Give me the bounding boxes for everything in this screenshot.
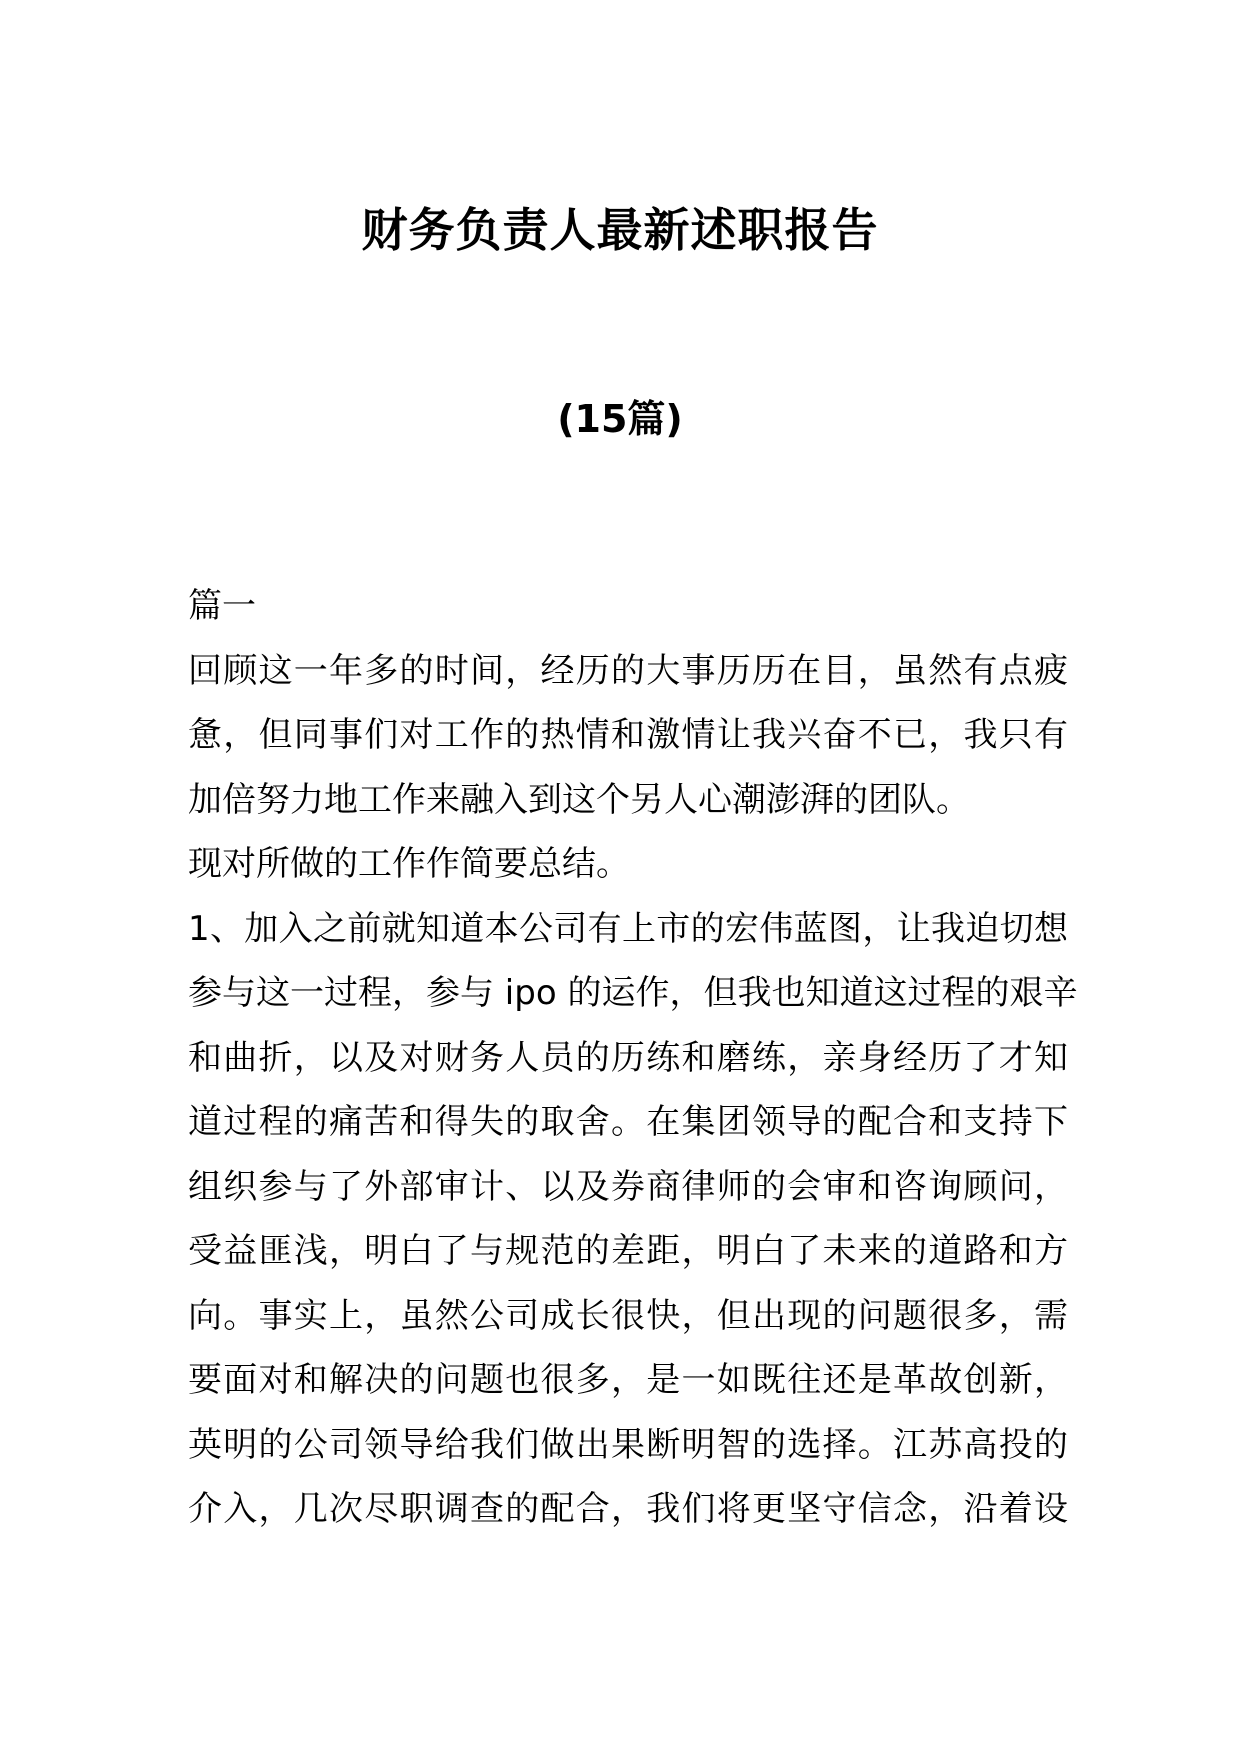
document-title: 财务负责人最新述职报告	[361, 203, 879, 257]
text-line: 组织参与了外部审计、以及券商律师的会审和咨询顾问，	[188, 1166, 1068, 1207]
text-line: 介入，几次尽职调查的配合，我们将更坚守信念，沿着设	[188, 1489, 1068, 1529]
text-line: 受益匪浅，明白了与规范的差距，明白了未来的道路和方	[188, 1231, 1068, 1271]
text-line: 加倍努力地工作来融入到这个另人心潮澎湃的团队。	[188, 779, 970, 820]
text-line: 惫，但同事们对工作的热情和激情让我兴奋不已，我只有	[188, 715, 1068, 755]
text-line: 现对所做的工作作简要总结。	[188, 844, 630, 884]
text-line: 英明的公司领导给我们做出果断明智的选择。江苏高投的	[188, 1424, 1068, 1465]
text-line: 回顾这一年多的时间，经历的大事历历在目，虽然有点疲	[188, 650, 1068, 691]
text-line: 要面对和解决的问题也很多，是一如既往还是革故创新，	[188, 1360, 1068, 1400]
text-line: 和曲折，以及对财务人员的历练和磨练，亲身经历了才知	[188, 1037, 1068, 1078]
text-line: 道过程的痛苦和得失的取舍。在集团领导的配合和支持下	[188, 1102, 1068, 1142]
text-line: 篇一	[188, 586, 256, 626]
document-subtitle: (15篇)	[557, 397, 683, 441]
text-line: 参与这一过程，参与 ipo 的运作，但我也知道这过程的艰辛	[188, 973, 1078, 1013]
text-line: 1、加入之前就知道本公司有上市的宏伟蓝图，让我迫切想	[188, 908, 1068, 949]
document-body	[188, 574, 1078, 1542]
text-line: 向。事实上，虽然公司成长很快，但出现的问题很多，需	[188, 1295, 1068, 1336]
